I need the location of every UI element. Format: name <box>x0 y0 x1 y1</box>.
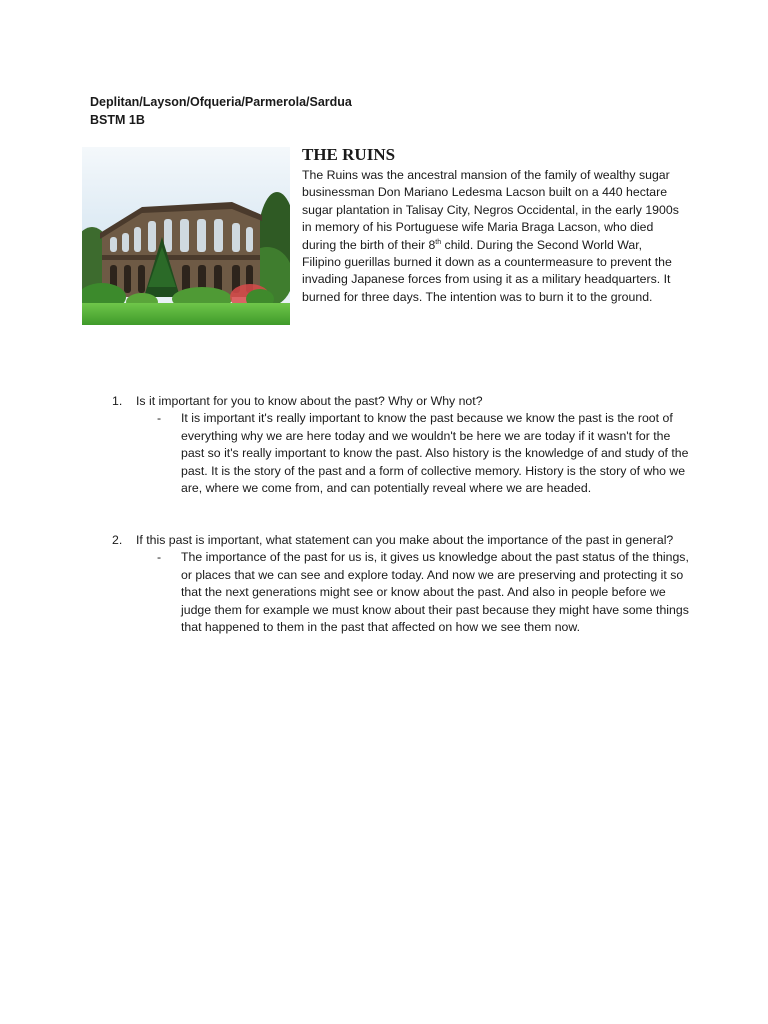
answer-text: It is important it's really important to know the past because we know the past is the root of everything why we are here today and we wouldn't be here we are today if it wasn't for the past so it's really important to know the past. Also history is the knowledge of and study of the past. It is the story of the past and a form of collective memory. History is the story of who we are, where we come from, and can potentially reveal where we are headed. <box>181 411 689 496</box>
question-item-2 <box>112 532 692 636</box>
answer-bullet: - <box>157 550 162 565</box>
answer-bullet: - <box>157 411 162 426</box>
article-title: THE RUINS <box>302 145 396 164</box>
article-body-text-continued: child. During the Second World War, Filipino guerillas burned it down as a countermeasure to prevent the invading Japanese forces from using it as a military headquarters. It burned for three days. The intention was to burn it to the ground. <box>302 237 672 304</box>
ruins-mansion-photo <box>82 147 290 325</box>
authors-line: Deplitan/Layson/Ofqueria/Parmerola/Sardua <box>90 95 352 109</box>
author-block <box>90 93 352 129</box>
answer-text: The importance of the past for us is, it gives us knowledge about the past status of the things, or places that we can see and explore today. And now we are preserving and protecting it so that the next generations might see or know about the past. And also in people before we judge them for example we must know about their past because they might have some things that happened to them in the past that affected on how we see them now. <box>181 550 689 635</box>
article <box>302 145 682 306</box>
question-number: 1. <box>112 394 123 408</box>
question-item-1 <box>112 393 692 497</box>
ordinal-suffix: th <box>435 238 442 246</box>
question-number: 2. <box>112 533 123 547</box>
question-text: If this past is important, what statement can you make about the importance of the past in general? <box>136 533 674 547</box>
section-line: BSTM 1B <box>90 113 145 127</box>
article-body <box>302 167 682 306</box>
article-body-text: The Ruins was the ancestral mansion of the family of wealthy sugar businessman Don Mariano Ledesma Lacson built on a 440 hectare sugar plantation in Talisay City, Negros Occidental, in the early 1900s in memory of his Portuguese wife Maria Braga Lacson, who died during the birth of their 8 <box>302 168 679 252</box>
question-text: Is it important for you to know about the past? Why or Why not? <box>136 394 483 408</box>
